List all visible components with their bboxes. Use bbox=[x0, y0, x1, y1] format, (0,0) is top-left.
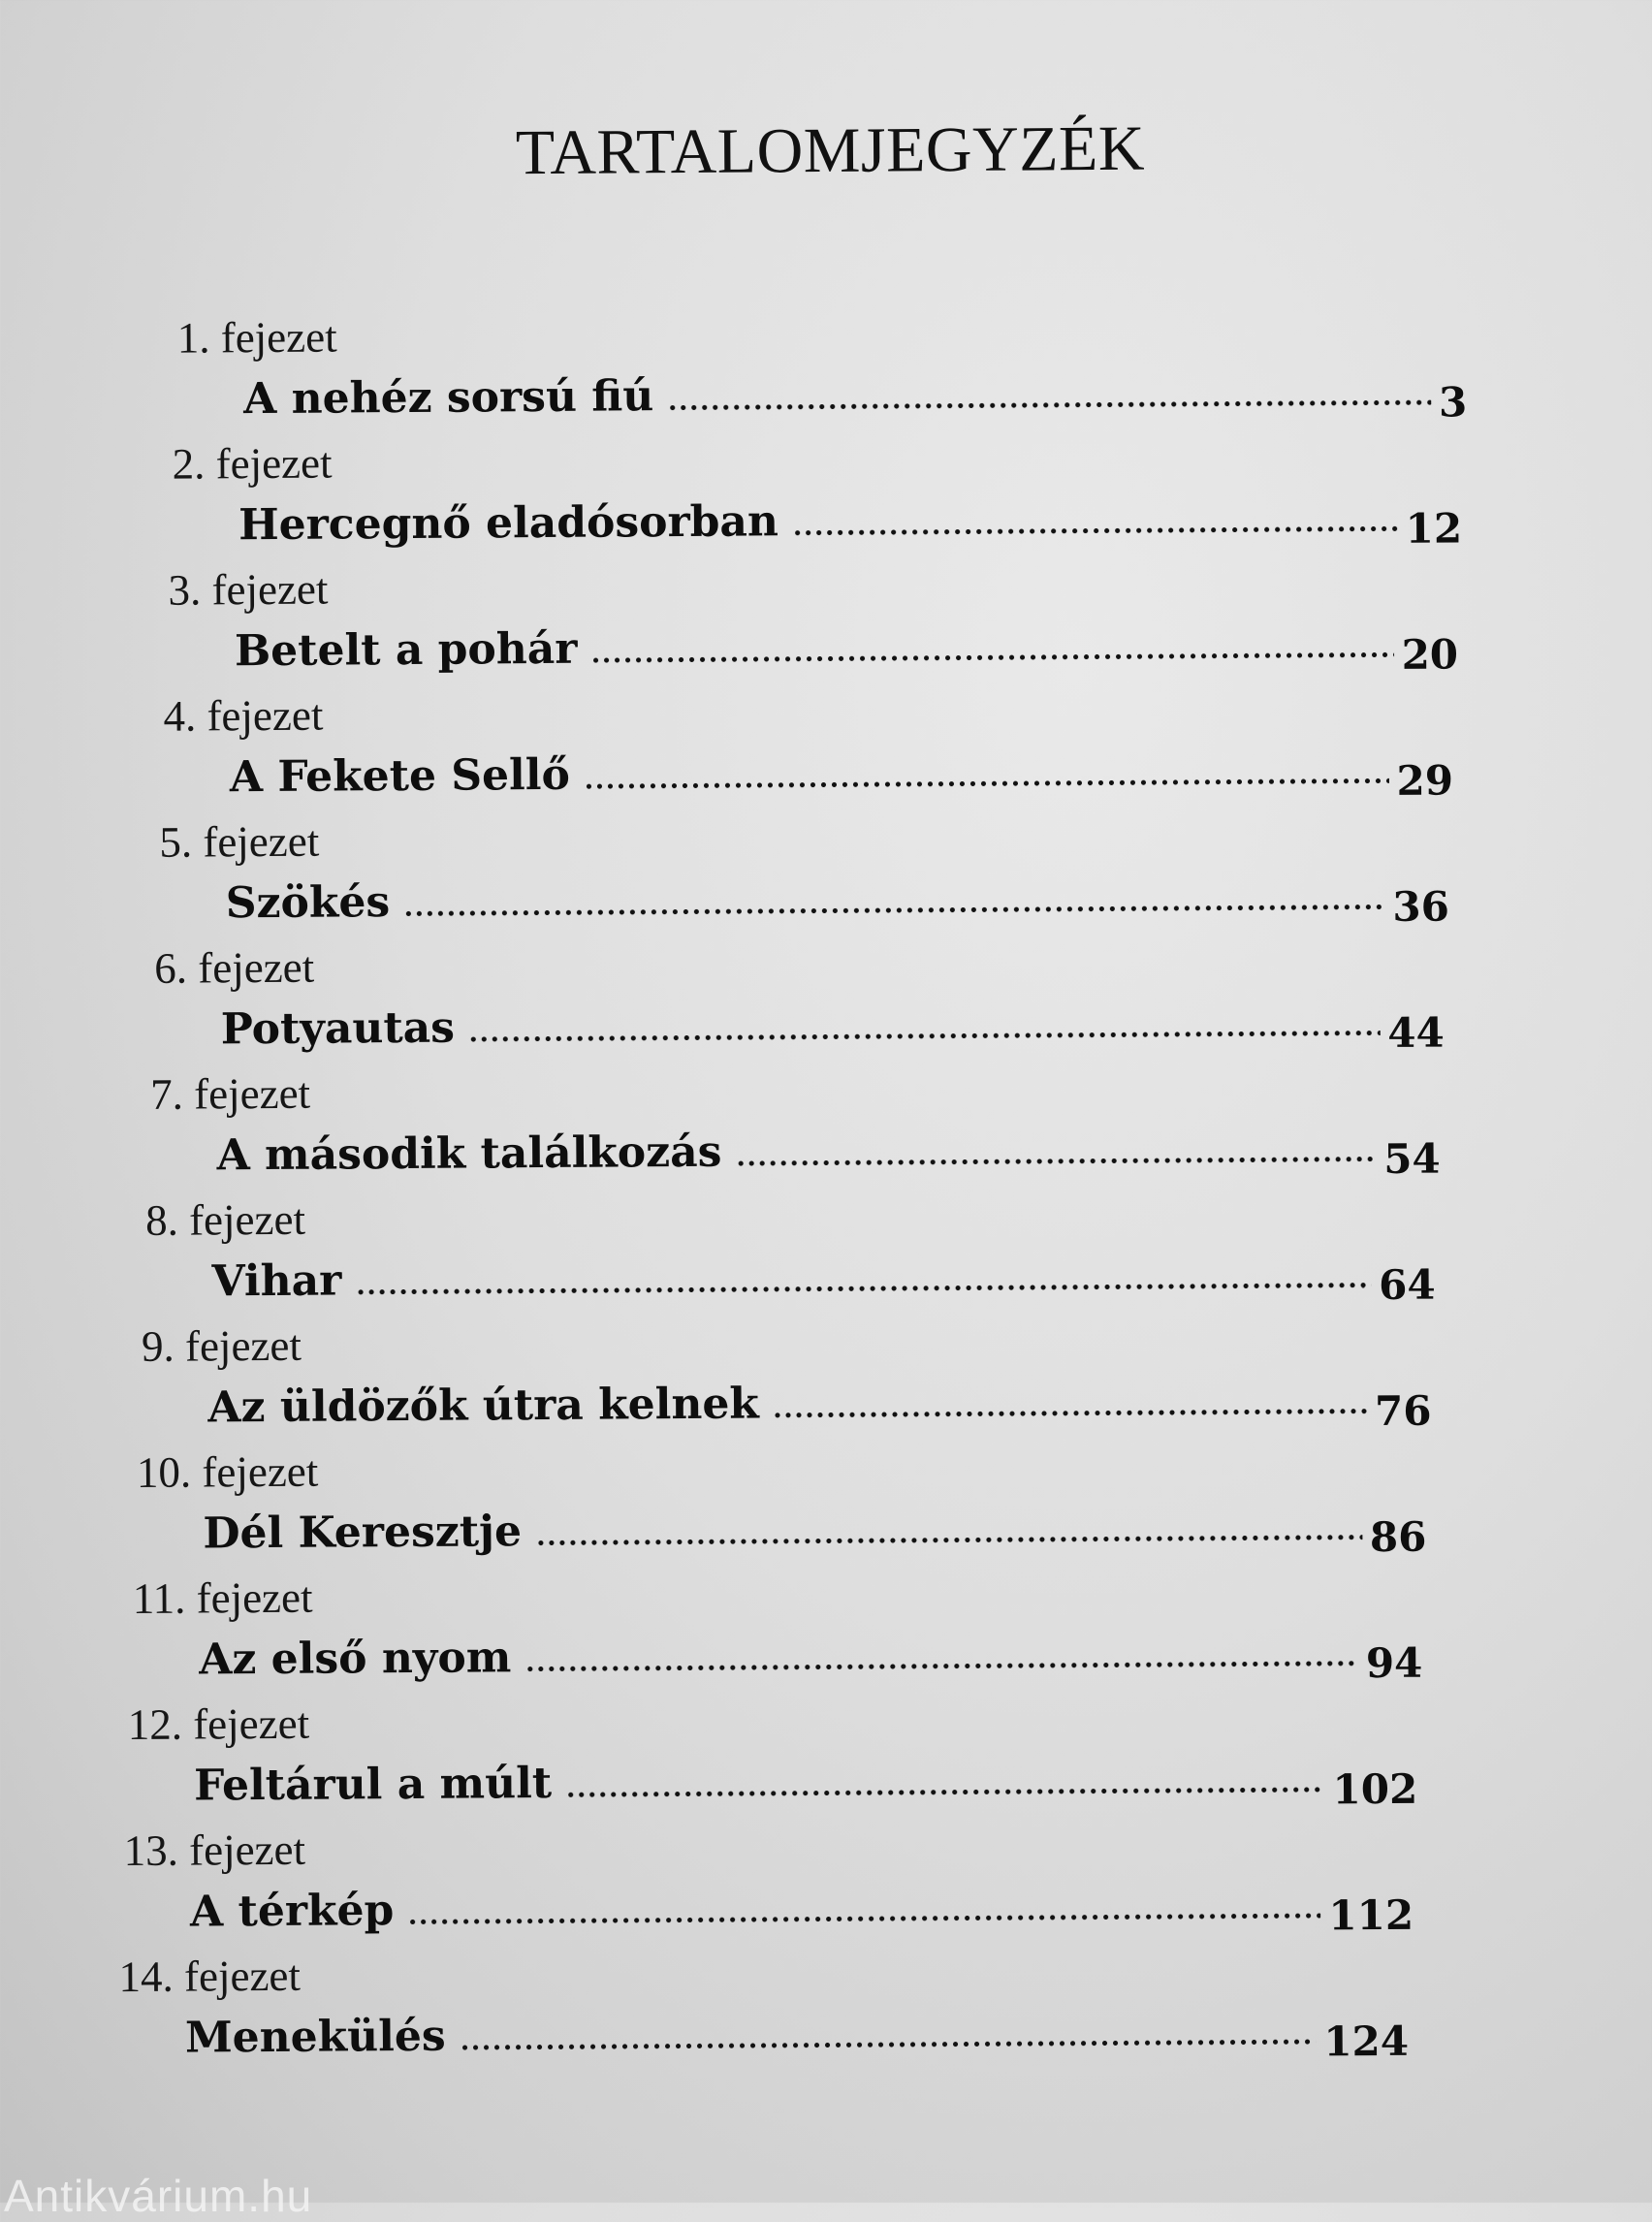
table-of-contents bbox=[0, 302, 1652, 2079]
chapter-title: A második találkozás bbox=[216, 1127, 722, 1181]
toc-entry-2 bbox=[0, 429, 1642, 566]
chapter-number: 4. fejezet bbox=[163, 690, 324, 741]
chapter-number: 9. fejezet bbox=[141, 1320, 302, 1371]
chapter-number: 7. fejezet bbox=[150, 1068, 311, 1119]
toc-entry-6 bbox=[0, 933, 1625, 1070]
chapter-number: 12. fejezet bbox=[127, 1698, 310, 1750]
page-number: 112 bbox=[1328, 1890, 1414, 1940]
chapter-number: 10. fejezet bbox=[136, 1446, 319, 1497]
chapter-title: Dél Keresztje bbox=[203, 1507, 523, 1559]
toc-entry-5 bbox=[0, 807, 1630, 944]
chapter-title: A nehéz sorsú fiú bbox=[243, 371, 654, 425]
page-number: 64 bbox=[1378, 1260, 1436, 1310]
entry-line bbox=[229, 744, 1454, 805]
page-number: 102 bbox=[1332, 1764, 1418, 1814]
chapter-title: A Fekete Sellő bbox=[229, 749, 571, 803]
page-number: 12 bbox=[1405, 504, 1463, 553]
entry-line bbox=[207, 1375, 1432, 1436]
entry-line bbox=[225, 870, 1450, 931]
dot-leader bbox=[407, 1913, 1320, 1924]
toc-entry-4 bbox=[0, 681, 1634, 818]
page-title: TARTALOMJEGYZÉK bbox=[515, 112, 1146, 189]
dot-leader bbox=[535, 1535, 1362, 1545]
chapter-number: 3. fejezet bbox=[168, 564, 329, 615]
chapter-title: A térkép bbox=[189, 1886, 395, 1937]
chapter-title: Szökés bbox=[225, 877, 391, 929]
dot-leader bbox=[460, 2039, 1317, 2049]
toc-entry-11 bbox=[0, 1563, 1604, 1700]
chapter-number: 2. fejezet bbox=[172, 438, 333, 489]
entry-line bbox=[199, 1627, 1423, 1688]
chapter-title: Vihar bbox=[211, 1255, 342, 1307]
toc-entry-8 bbox=[0, 1185, 1616, 1322]
entry-line bbox=[238, 492, 1463, 553]
page-number: 94 bbox=[1365, 1638, 1423, 1688]
dot-leader bbox=[773, 1409, 1367, 1417]
chapter-title: Az üldözők útra kelnek bbox=[207, 1379, 759, 1433]
dot-leader bbox=[584, 778, 1389, 789]
watermark-text: Antikvárium.hu bbox=[4, 2171, 313, 2221]
chapter-number: 5. fejezet bbox=[159, 816, 320, 867]
dot-leader bbox=[792, 526, 1398, 535]
chapter-title: Potyautas bbox=[220, 1002, 456, 1055]
entry-line bbox=[221, 997, 1445, 1055]
dot-leader bbox=[524, 1661, 1357, 1671]
chapter-number: 6. fejezet bbox=[154, 942, 315, 993]
entry-line bbox=[203, 1501, 1427, 1562]
chapter-title: Menekülés bbox=[184, 2011, 446, 2063]
dot-leader bbox=[667, 400, 1431, 410]
toc-entry-1 bbox=[0, 302, 1647, 440]
entry-line bbox=[216, 1123, 1440, 1181]
page-number: 36 bbox=[1392, 882, 1450, 931]
dot-leader bbox=[565, 1787, 1324, 1796]
toc-entry-12 bbox=[0, 1689, 1598, 1826]
chapter-title: Feltárul a múlt bbox=[193, 1758, 553, 1811]
entry-line bbox=[189, 1879, 1414, 1940]
page-number: 20 bbox=[1401, 630, 1459, 679]
page-number: 54 bbox=[1383, 1134, 1441, 1183]
entry-line bbox=[234, 618, 1459, 679]
dot-leader bbox=[403, 905, 1384, 916]
toc-entry-9 bbox=[0, 1311, 1612, 1448]
toc-entry-13 bbox=[0, 1815, 1594, 1952]
toc-entry-14 bbox=[0, 1942, 1589, 2079]
chapter-title: Hercegnő eladósorban bbox=[238, 496, 779, 551]
chapter-number: 14. fejezet bbox=[118, 1951, 302, 2002]
page-number: 44 bbox=[1387, 1008, 1445, 1057]
chapter-title: Az első nyom bbox=[199, 1633, 512, 1685]
dot-leader bbox=[355, 1283, 1371, 1294]
toc-entry-3 bbox=[0, 555, 1638, 692]
entry-line bbox=[193, 1753, 1418, 1814]
entry-line bbox=[243, 365, 1468, 427]
entry-line bbox=[211, 1249, 1436, 1310]
toc-entry-7 bbox=[0, 1059, 1621, 1196]
chapter-title: Betelt a pohár bbox=[234, 623, 578, 677]
page-number: 3 bbox=[1438, 378, 1468, 427]
page-number: 124 bbox=[1323, 2016, 1410, 2066]
chapter-number: 1. fejezet bbox=[176, 312, 337, 363]
toc-entry-10 bbox=[0, 1437, 1607, 1574]
dot-leader bbox=[468, 1031, 1380, 1042]
chapter-number: 13. fejezet bbox=[123, 1825, 306, 1876]
entry-line bbox=[184, 2005, 1410, 2066]
chapter-number: 8. fejezet bbox=[144, 1194, 306, 1245]
page-number: 86 bbox=[1369, 1512, 1427, 1562]
dot-leader bbox=[591, 652, 1394, 663]
chapter-number: 11. fejezet bbox=[132, 1572, 313, 1623]
page-number: 29 bbox=[1396, 756, 1454, 805]
page-number: 76 bbox=[1374, 1386, 1432, 1436]
dot-leader bbox=[735, 1157, 1376, 1166]
